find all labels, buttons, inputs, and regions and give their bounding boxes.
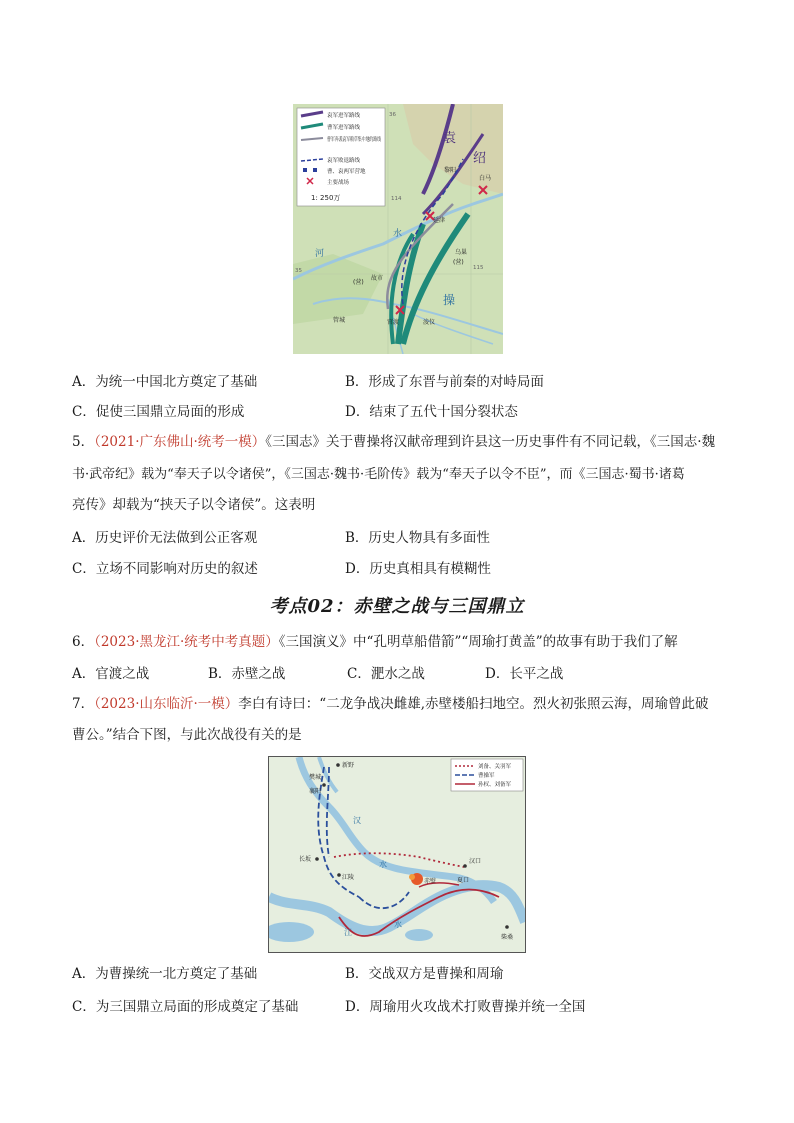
q5-text-1: 《三国志》关于曹操将汉献帝理到许县这一历史事件有不同记载，《三国志·魏 [265, 434, 716, 450]
legend-cao-raid: 曹军奔袭袁军粮草集中地的路线 [327, 137, 405, 143]
label-junyi: 浚仪 [423, 319, 436, 326]
label-he: 河 [315, 249, 325, 259]
q6-text: 《三国演义》中“孔明草船借箭”“周瑜打黄盖”的故事有助于我们了解 [278, 634, 678, 650]
q7-stem-line1 [72, 694, 709, 714]
q7-option-a: A．为曹操统一北方奠定了基础 [72, 966, 258, 982]
legend-battlefield: 主要战场 [327, 180, 350, 186]
label-shui2: 水 [394, 920, 402, 929]
q6-option-b: B．赤壁之战 [208, 666, 286, 682]
q6-option-a: A．官渡之战 [72, 666, 150, 682]
q6-source: （2023·黑龙江·统考中考真题） [94, 634, 279, 650]
label-yuan: 袁 [443, 131, 457, 146]
q5-option-c: C．立场不同影响对历史的叙述 [72, 561, 258, 577]
guandu-map-svg [293, 104, 503, 354]
q6-option-d: D．长平之战 [485, 666, 564, 682]
label-wuchao-camp: (营) [453, 259, 464, 266]
q6-option-c: C．淝水之战 [347, 666, 425, 682]
chibi-battle-map [268, 756, 526, 953]
label-chibi: 赤壁 [424, 878, 437, 885]
guandu-battle-map [293, 104, 503, 354]
legend-yuan-advance: 袁军进军路线 [327, 113, 361, 119]
label-gushi: 故市 [371, 275, 384, 282]
q7-option-d: D．周瑜用火攻战术打败曹操并统一全国 [345, 999, 586, 1015]
legend-cao-advance: 曹军进军路线 [327, 125, 361, 131]
section-heading: 考点02：赤壁之战与三国鼎立 [269, 596, 525, 617]
label-chaisang: 柴桑 [501, 934, 514, 941]
label-114: 114 [391, 196, 402, 202]
label-jiangling: 江陵 [342, 874, 355, 881]
legend-camps: 曹、袁两军营地 [327, 169, 366, 175]
q4-option-d: D．结束了五代十国分裂状态 [345, 404, 518, 420]
q5-number: 5． [72, 434, 95, 450]
q7-option-b: B．交战双方是曹操和周瑜 [345, 966, 504, 982]
legend-sun-liu: 孙权、刘备军 [478, 782, 512, 788]
label-baima: 白马 [479, 175, 492, 182]
label-shui: 水 [379, 860, 387, 869]
q5-option-d: D．历史真相具有模糊性 [345, 561, 491, 577]
q7-source: （2023·山东临沂·一模） [94, 696, 239, 712]
label-jiang: 江 [344, 928, 352, 937]
label-shui: 水 [393, 229, 403, 239]
label-yanjin: 延津 [433, 217, 446, 224]
q7-text-1: 李白有诗曰：“二龙争战决雌雄,赤壁楼船扫地空。烈火初张照云海，周瑜曾此破 [238, 696, 709, 712]
q5-source: （2021·广东佛山·统考一模） [94, 434, 266, 450]
q5-stem-line1 [72, 432, 715, 452]
label-xiangyang: 襄阳 [309, 788, 322, 795]
label-guandu: 官渡 [387, 319, 400, 326]
legend-yuan-retreat: 袁军败退路线 [327, 158, 361, 164]
map1-scale: 1: 250万 [311, 194, 341, 202]
q5-text-3: 亮传》却载为“挟天子以令诸侯”。这表明 [72, 497, 316, 513]
label-hankou: 汉口 [469, 858, 482, 865]
q7-number: 7． [72, 696, 95, 712]
label-liyang: 黎阳 [444, 167, 457, 174]
q6-stem [72, 632, 678, 652]
label-gushi-camp: (营) [353, 279, 364, 286]
label-shao: 绍 [473, 151, 487, 166]
label-cao: 操 [443, 293, 456, 307]
q4-option-a: A．为统一中国北方奠定了基础 [72, 374, 258, 390]
label-wuchao: 乌巢 [455, 249, 468, 256]
legend-liu-guan: 刘备、关羽军 [478, 764, 512, 770]
q4-option-b: B．形成了东晋与前秦的对峙局面 [345, 374, 544, 390]
q5-option-a: A．历史评价无法做到公正客观 [72, 530, 258, 546]
label-fancheng: 樊城 [309, 774, 322, 781]
chibi-map-svg [269, 757, 525, 952]
label-36: 36 [389, 112, 396, 118]
q4-option-c: C．促使三国鼎立局面的形成 [72, 404, 245, 420]
q7-option-c: C．为三国鼎立局面的形成奠定了基础 [72, 999, 299, 1015]
q6-number: 6． [72, 634, 95, 650]
label-han: 汉 [353, 816, 361, 825]
label-35: 35 [295, 268, 302, 274]
q7-text-2: 曹公。”结合下图，与此次战役有关的是 [72, 727, 302, 743]
label-guancheng: 管城 [333, 317, 346, 324]
q5-option-b: B．历史人物具有多面性 [345, 530, 490, 546]
legend-cao-army: 曹操军 [478, 773, 495, 779]
label-xiakou: 夏口 [457, 877, 470, 884]
label-changban: 长坂 [299, 856, 312, 863]
label-xinye: 新野 [342, 762, 355, 769]
q5-text-2: 书·武帝纪》载为“奉天子以令诸侯”，《三国志·魏书·毛阶传》载为“奉天子以令不臣”，而《三国志·蜀书·诸葛 [72, 467, 685, 482]
label-115: 115 [473, 265, 484, 271]
